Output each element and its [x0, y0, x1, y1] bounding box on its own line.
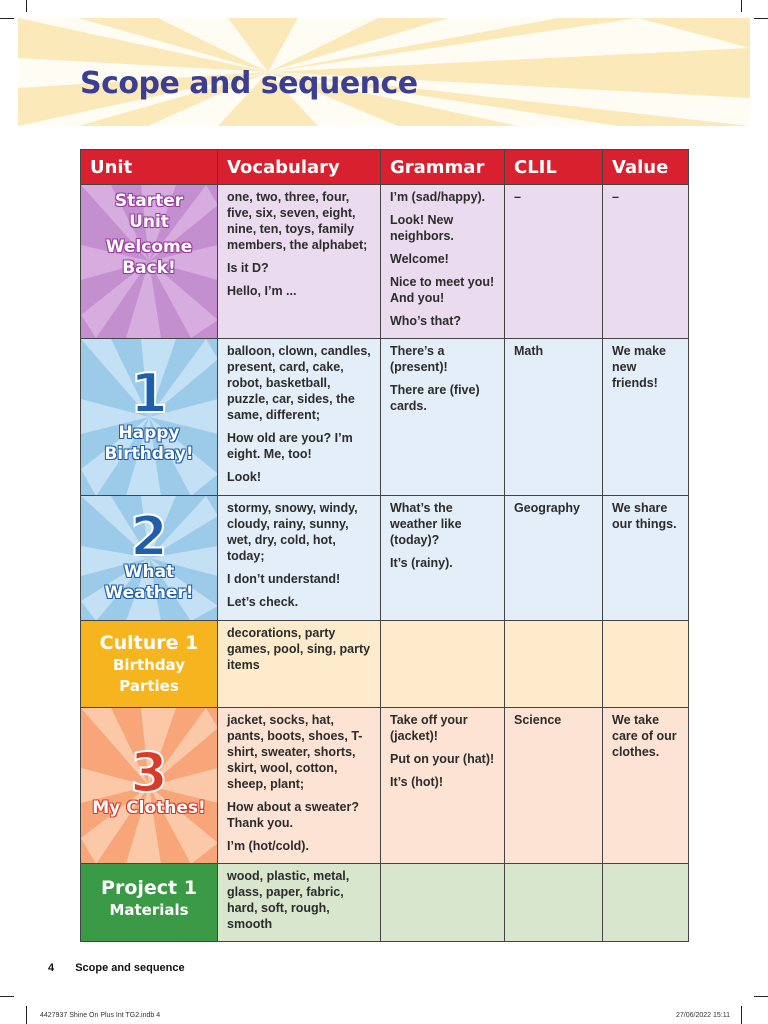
grammar-text: It’s (hot)!	[390, 775, 443, 789]
vocab-text: Look!	[227, 470, 262, 484]
clil-text: Math	[514, 344, 544, 358]
vocab-text: balloon, clown, candles, present, card, cake, robot, basketball, puzzle, car, sides, the same, different;	[227, 344, 371, 422]
vocab-text: I don’t understand!	[227, 572, 341, 586]
unit-label-culture-line2: Birthday	[113, 656, 185, 674]
unit-label-starter-line3: Welcome	[105, 237, 193, 257]
grammar-text: What’s the weather like (today)?	[390, 501, 462, 547]
vocab-text: jacket, socks, hat, pants, boots, shoes, T-shirt, sweater, shorts, skirt, wool, cotton, sheep, plant;	[227, 713, 363, 791]
clil-text: –	[514, 190, 521, 204]
unit-label-2-line2: Weather!	[104, 583, 194, 603]
unit-label-3-line1: My Clothes!	[92, 798, 206, 818]
grammar-text: Welcome!	[390, 252, 449, 266]
crop-mark	[741, 0, 742, 12]
grammar-empty	[381, 864, 504, 870]
table-row-unit-1	[81, 339, 689, 496]
grammar-text: It’s (rainy).	[390, 556, 453, 570]
clil-text	[505, 621, 602, 627]
crop-mark	[0, 996, 14, 997]
unit-label-1-line1: Happy	[118, 423, 180, 443]
footer-page-number: 4	[48, 962, 55, 974]
table-row-unit-3	[81, 708, 689, 864]
header-value: Value	[603, 150, 689, 185]
crop-mark	[26, 1006, 27, 1024]
unit-label-project-line1: Project 1	[101, 877, 197, 899]
value-text: We take care of our clothes.	[612, 713, 677, 759]
crop-mark	[0, 18, 14, 19]
unit-cell-project-1	[81, 864, 218, 942]
header-clil: CLIL	[505, 150, 603, 185]
value-text: –	[612, 190, 619, 204]
unit-number-1: 1	[130, 362, 168, 425]
vocab-text: Let’s check.	[227, 595, 299, 609]
unit-cell-1	[81, 339, 218, 496]
header-grammar: Grammar	[381, 150, 505, 185]
footer-label: Scope and sequence	[75, 962, 185, 974]
unit-number-2: 2	[130, 505, 168, 568]
table-row-culture-1	[81, 621, 689, 708]
clil-text: Science	[514, 713, 562, 727]
grammar-text: Who’s that?	[390, 314, 462, 328]
grammar-text: Put on your (hat)!	[390, 752, 495, 766]
print-slug-right: 27/06/2022 15:11	[676, 1012, 730, 1019]
unit-label-starter-line2: Unit	[129, 212, 169, 232]
table-row-unit-2	[81, 496, 689, 621]
grammar-text: Take off your (jacket)!	[390, 713, 468, 743]
header-unit: Unit	[81, 150, 218, 185]
crop-mark	[754, 18, 768, 19]
vocab-text: decorations, party games, pool, sing, party items	[227, 626, 371, 672]
table-row-project-1	[81, 864, 689, 942]
clil-text	[505, 864, 602, 870]
page-title: Scope and sequence	[80, 66, 418, 101]
page-footer	[48, 962, 185, 974]
vocab-text: Hello, I’m ...	[227, 284, 297, 298]
unit-label-culture-line1: Culture 1	[99, 632, 199, 654]
grammar-text: I’m (sad/happy).	[390, 190, 486, 204]
vocab-text: I’m (hot/cold).	[227, 839, 309, 853]
vocab-text: wood, plastic, metal, glass, paper, fabric, hard, soft, rough, smooth	[227, 869, 350, 931]
unit-label-project-line2: Materials	[109, 901, 189, 919]
value-text	[603, 621, 688, 627]
crop-mark	[754, 996, 768, 997]
vocab-text: How about a sweater? Thank you.	[227, 800, 359, 830]
grammar-text: There are (five) cards.	[390, 383, 480, 413]
vocab-text: How old are you? I’m eight. Me, too!	[227, 431, 353, 461]
grammar-text: Nice to meet you! And you!	[390, 275, 495, 305]
table-header-row	[81, 150, 689, 185]
crop-mark	[741, 1006, 742, 1024]
unit-cell-starter	[81, 185, 218, 339]
crop-mark	[26, 0, 27, 12]
scope-sequence-table	[80, 149, 689, 942]
grammar-text: There’s a (present)!	[390, 344, 448, 374]
unit-number-3: 3	[130, 741, 168, 804]
print-slug-left: 4427937 Shine On Plus Int TG2.indb 4	[40, 1012, 161, 1019]
value-text: We share our things.	[612, 501, 677, 531]
unit-label-starter-line4: Back!	[122, 258, 176, 278]
header-vocabulary: Vocabulary	[218, 150, 381, 185]
unit-label-starter-line1: Starter	[114, 191, 184, 211]
value-text: We make new friends!	[612, 344, 666, 390]
table-row-starter	[81, 185, 689, 339]
unit-label-1-line2: Birthday!	[104, 444, 194, 464]
vocab-text: Is it D?	[227, 261, 269, 275]
value-text	[603, 864, 688, 870]
clil-text: Geography	[514, 501, 580, 515]
vocab-text: one, two, three, four, five, six, seven, eight, nine, ten, toys, family members, the alphabet;	[227, 190, 368, 252]
unit-cell-culture-1	[81, 621, 218, 708]
vocab-text: stormy, snowy, windy, cloudy, rainy, sunny, wet, dry, cold, hot, today;	[227, 501, 358, 563]
unit-cell-2	[81, 496, 218, 621]
unit-label-2-line1: What	[123, 562, 175, 582]
unit-label-culture-line3: Parties	[119, 677, 179, 695]
grammar-text: Look! New neighbors.	[390, 213, 454, 243]
grammar-empty	[381, 621, 504, 627]
unit-cell-3	[81, 708, 218, 864]
